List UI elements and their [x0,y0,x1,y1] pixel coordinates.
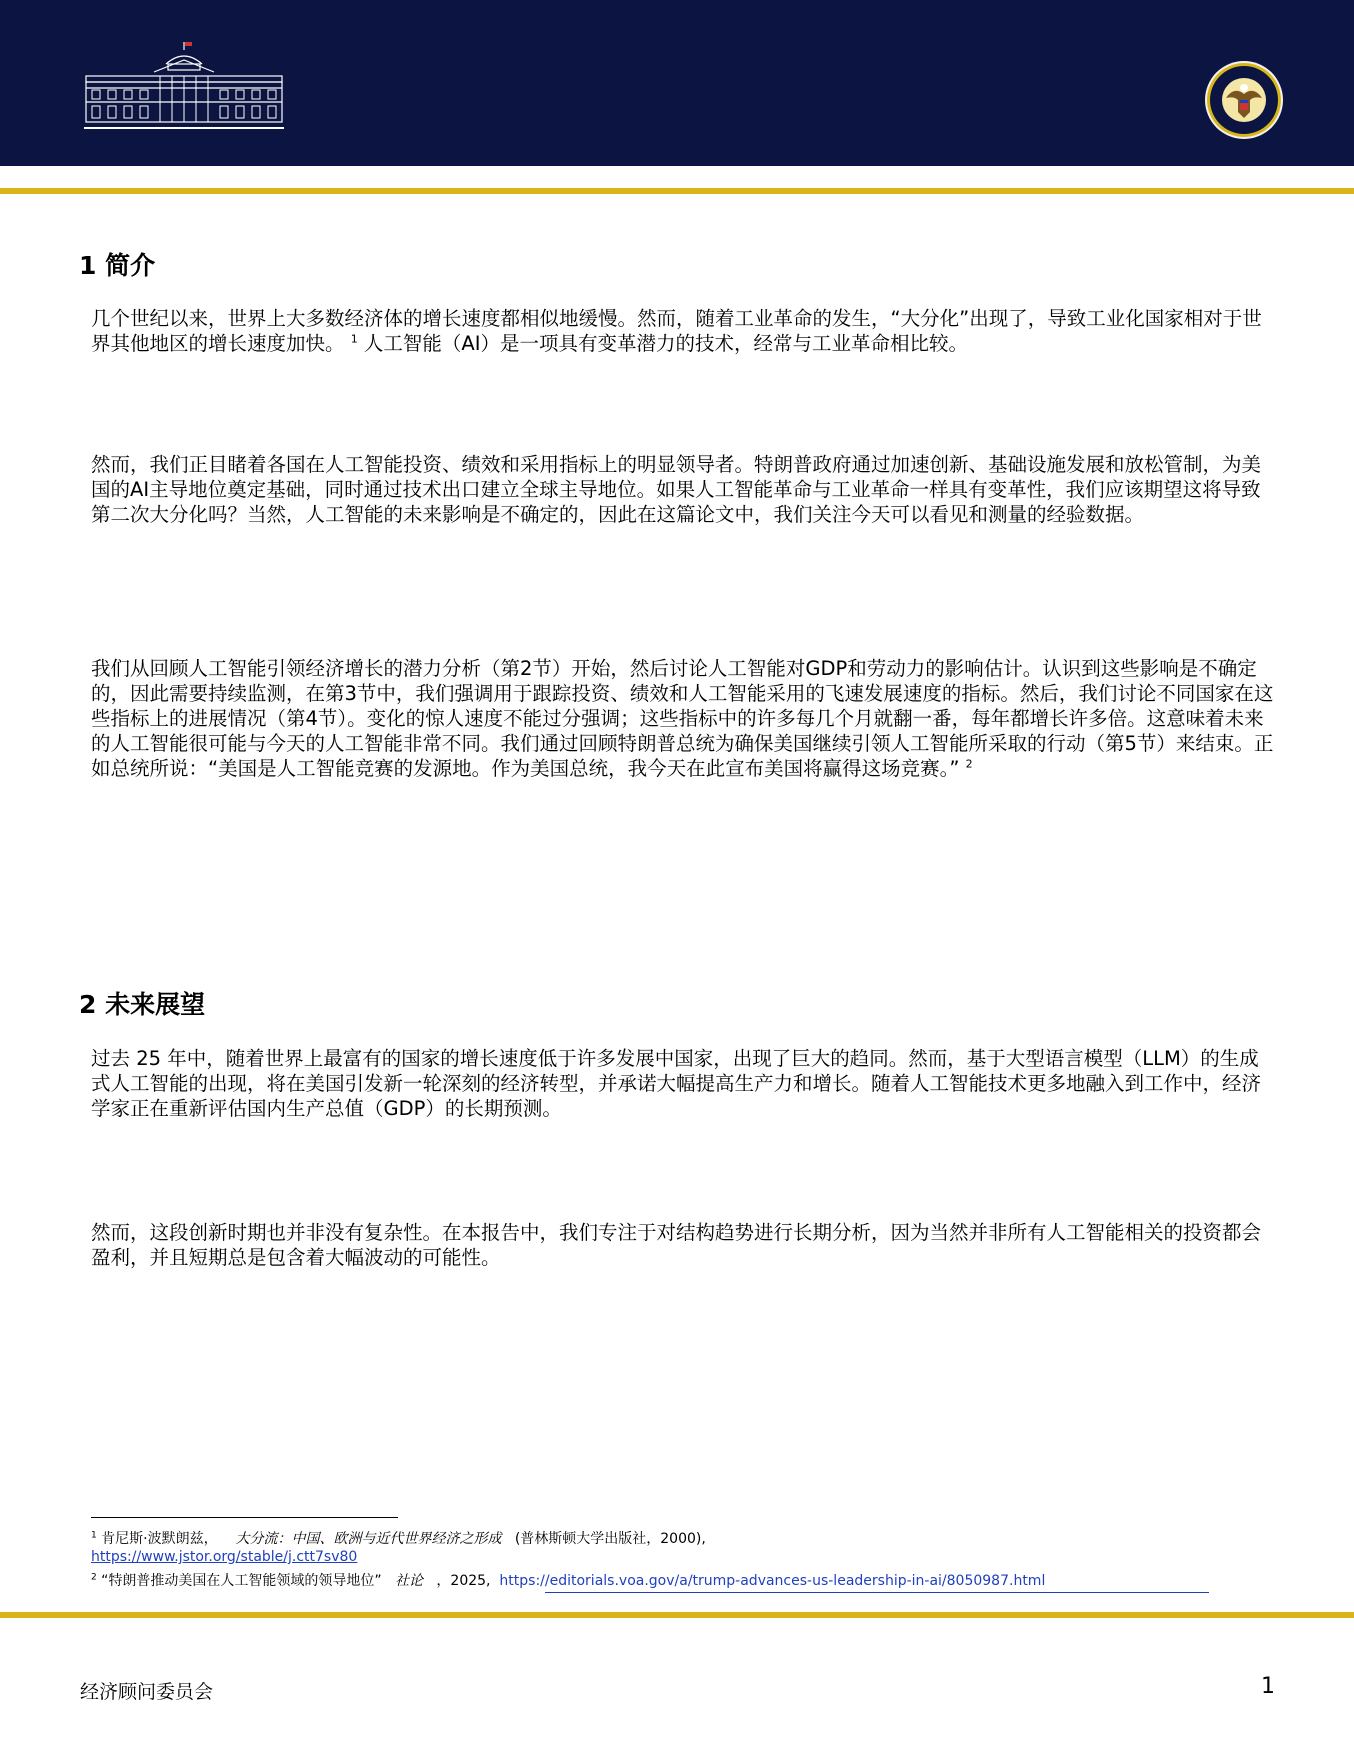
section-heading-introduction: 1 简介 [79,251,156,280]
footnote-1-author: 肯尼斯·波默朗兹， [96,1531,218,1547]
footer-organization: 经济顾问委员会 [80,1681,214,1703]
footnote-divider [91,1517,398,1518]
outlook-paragraph-2: 然而，这段创新时期也并非没有复杂性。在本报告中，我们专注于对结构趋势进行长期分析，因为当然并非所有人工智能相关的投资都会盈利，并且短期总是包含着大幅波动的可能性。 [91,1221,1262,1269]
intro-paragraph-1 [91,306,1276,356]
footer-gold-rule [0,1612,1354,1618]
footnote-2-link[interactable]: https://editorials.voa.gov/a/trump-advances-us-leadership-in-ai/8050987.html [499,1573,1046,1589]
footnote-2-year: ，2025, [436,1573,491,1589]
footnote-1-publisher: (普林斯顿大学出版社，2000), [514,1531,706,1547]
footnote-2 [91,1572,1291,1590]
intro-paragraph-2: 然而，我们正目睹着各国在人工智能投资、绩效和采用指标上的明显领导者。特朗普政府通过加速创新、基础设施发展和放松管制，为美国的AI主导地位奠定基础，同时通过技术出口建立全球主导地位。如果人工智能革命与工业革命一样具有变革性，我们应该期望这将导致第二次大分化吗？当然，人工智能的未来影响是不确定的，因此在这篇论文中，我们关注今天可以看见和测量的经验数据。 [91,453,1262,526]
header-gold-rule [0,188,1354,194]
intro-paragraph-3 [91,656,1276,781]
white-house-icon [84,40,284,132]
footnote-1-number: 1 [91,1530,97,1541]
footnote-2-source: 社论 [395,1573,424,1589]
intro-paragraph-1-text: 几个世纪以来，世界上大多数经济体的增长速度都相似地缓慢。然而，随着工业革命的发生，“大分化”出现了，导致工业化国家相对于世界其他地区的增长速度加快。 [91,307,1262,355]
footnote-2-title: “特朗普推动美国在人工智能领域的领导地位” [96,1573,382,1589]
footnote-ref-1[interactable]: 1 [350,332,358,346]
footnote-1-title: 大分流：中国、欧洲与近代世界经济之形成 [235,1531,502,1547]
footnote-2-link-underline [545,1592,1209,1593]
footnote-1-link[interactable]: https://www.jstor.org/stable/j.ctt7sv80 [91,1549,358,1565]
footnote-ref-2[interactable]: 2 [965,757,973,771]
intro-paragraph-1-text-cont: 人工智能（AI）是一项具有变革潜力的技术，经常与工业革命相比较。 [363,332,969,355]
page-number: 1 [1261,1674,1275,1699]
page-header [0,0,1354,166]
intro-paragraph-3-text: 我们从回顾人工智能引领经济增长的潜力分析（第2节）开始，然后讨论人工智能对GDP和劳动力的影响估计。认识到这些影响是不确定的，因此需要持续监测，在第3节中，我们强调用于跟踪投资、绩效和人工智能采用的飞速发展速度的指标。然后，我们讨论不同国家在这些指标上的进展情况（第4节）。变化的惊人速度不能过分强调；这些指标中的许多每几个月就翻一番，每年都增长许多倍。这意味着未来的人工智能很可能与今天的人工智能非常不同。我们通过回顾特朗普总统为确保美国继续引领人工智能所采取的行动（第5节）来结束。正如总统所说：“美国是人工智能竞赛的发源地。作为美国总统，我今天在此宣布美国将赢得这场竞赛。” [91,657,1274,780]
executive-office-seal-icon [1204,60,1284,140]
footnote-1 [91,1530,1291,1566]
outlook-paragraph-1: 过去 25 年中，随着世界上最富有的国家的增长速度低于许多发展中国家，出现了巨大的趋同。然而，基于大型语言模型（LLM）的生成式人工智能的出现，将在美国引发新一轮深刻的经济转型，并承诺大幅提高生产力和增长。随着人工智能技术更多地融入到工作中，经济学家正在重新评估国内生产总值（GDP）的长期预测。 [91,1047,1262,1120]
footnote-2-number: 2 [91,1572,97,1583]
section-heading-outlook: 2 未来展望 [79,990,206,1019]
